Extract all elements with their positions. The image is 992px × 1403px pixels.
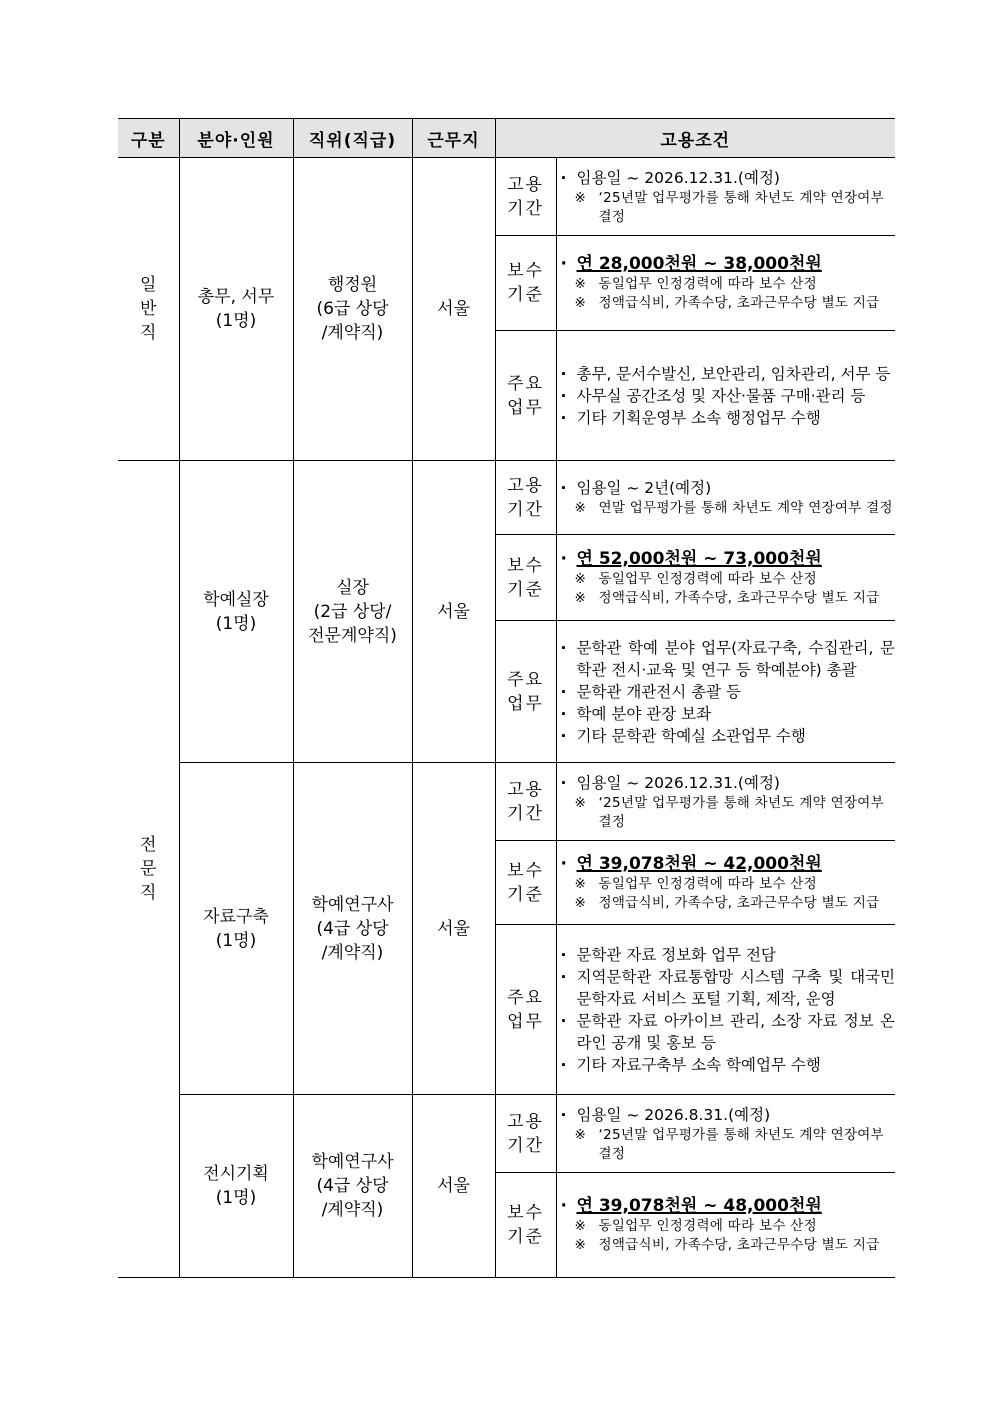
- field-name: 자료구축: [203, 906, 269, 927]
- header-field: 분야·인원: [179, 119, 293, 158]
- period-note: ※ ‘25년말 업무평가를 통해 차년도 계약 연장여부 결정: [557, 1126, 896, 1164]
- duty-item: · 기타 문학관 학예실 소관업무 수행: [557, 725, 896, 747]
- position-title: 행정원: [327, 275, 378, 295]
- field-name: 학예실장: [203, 589, 269, 610]
- duty-item: · 지역문학관 자료통합망 시스템 구축 및 대국민 문학자료 서비스 포털 기획, 제작, 운영: [557, 966, 896, 1010]
- label-period: 고용기간: [495, 461, 556, 535]
- position-title: 실장: [336, 577, 369, 598]
- table-row: [118, 1095, 895, 1173]
- position-grade: (2급 상당/: [313, 601, 392, 622]
- location-cell: 서울: [412, 763, 495, 1095]
- label-period: 고용기간: [495, 763, 556, 841]
- duty-item: · 사무실 공간조성 및 자산·물품 구매·관리 등: [557, 385, 896, 407]
- table-row: [118, 763, 895, 841]
- pay-cell: [556, 1173, 895, 1278]
- position-cell: [293, 461, 412, 763]
- period-text: · 임용일 ~ 2026.12.31.(예정): [557, 167, 896, 189]
- duty-item: · 문학관 학예 분야 업무(자료구축, 수집관리, 문학관 전시·교육 및 연구 등 학예분야) 총괄: [557, 637, 896, 681]
- field-cell: [179, 158, 293, 461]
- pay-cell: [556, 841, 895, 925]
- label-duty: 주요업무: [495, 331, 556, 461]
- location-cell: 서울: [412, 1095, 495, 1278]
- category-general: 일반직: [118, 158, 179, 461]
- duty-item: · 총무, 문서수발신, 보안관리, 임차관리, 서무 등: [557, 363, 896, 385]
- location-cell: 서울: [412, 461, 495, 763]
- table-row: [118, 158, 895, 236]
- period-cell: [556, 158, 895, 236]
- label-pay: 보수기준: [495, 841, 556, 925]
- duty-item: · 문학관 자료 정보화 업무 전담: [557, 944, 896, 966]
- pay-cell: [556, 236, 895, 331]
- label-duty: 주요업무: [495, 621, 556, 763]
- pay-note: ※ 정액급식비, 가족수당, 초과근무수당 별도 지급: [557, 1236, 896, 1255]
- label-pay: 보수기준: [495, 236, 556, 331]
- duty-item: · 기타 자료구축부 소속 학예업무 수행: [557, 1054, 896, 1076]
- header-category: 구분: [118, 119, 179, 158]
- duty-item: · 문학관 자료 아카이브 관리, 소장 자료 정보 온라인 공개 및 홍보 등: [557, 1010, 896, 1054]
- pay-note: ※ 정액급식비, 가족수당, 초과근무수당 별도 지급: [557, 894, 896, 913]
- position-title: 학예연구사: [311, 894, 394, 915]
- position-type: 전문계약직): [308, 625, 397, 646]
- position-cell: [293, 763, 412, 1095]
- field-cell: [179, 461, 293, 763]
- position-type: /계약직): [321, 323, 384, 343]
- pay-note: ※ 동일업무 인정경력에 따라 보수 산정: [557, 1217, 896, 1236]
- pay-range: · 연 52,000천원 ~ 73,000천원: [557, 548, 896, 570]
- pay-note: ※ 정액급식비, 가족수당, 초과근무수당 별도 지급: [557, 589, 896, 608]
- position-cell: [293, 1095, 412, 1278]
- duty-cell: [556, 925, 895, 1095]
- position-title: 학예연구사: [311, 1152, 394, 1172]
- label-period: 고용기간: [495, 1095, 556, 1173]
- duty-cell: [556, 621, 895, 763]
- header-conditions: 고용조건: [495, 119, 895, 158]
- location-cell: 서울: [412, 158, 495, 461]
- headcount: (1명): [215, 1188, 257, 1208]
- duty-item: · 문학관 개관전시 총괄 등: [557, 681, 896, 703]
- pay-range: · 연 28,000천원 ~ 38,000천원: [557, 253, 896, 275]
- position-grade: (4급 상당: [316, 918, 389, 939]
- position-type: /계약직): [321, 942, 384, 963]
- header-position: 직위(직급): [293, 119, 412, 158]
- headcount: (1명): [215, 311, 257, 331]
- position-cell: [293, 158, 412, 461]
- label-duty: 주요업무: [495, 925, 556, 1095]
- header-location: 근무지: [412, 119, 495, 158]
- field-name: 총무, 서무: [197, 287, 275, 307]
- label-pay: 보수기준: [495, 535, 556, 621]
- employment-conditions-table: [118, 118, 895, 1278]
- period-cell: [556, 1095, 895, 1173]
- period-text: · 임용일 ~ 2026.8.31.(예정): [557, 1104, 896, 1126]
- duty-item: · 학예 분야 관장 보좌: [557, 703, 896, 725]
- duty-cell: [556, 331, 895, 461]
- period-note: ※ ‘25년말 업무평가를 통해 차년도 계약 연장여부 결정: [557, 189, 896, 227]
- field-cell: [179, 1095, 293, 1278]
- pay-range: · 연 39,078천원 ~ 42,000천원: [557, 853, 896, 875]
- period-text: · 임용일 ~ 2년(예정): [557, 477, 896, 499]
- position-grade: (4급 상당: [316, 1176, 389, 1196]
- field-name: 전시기획: [203, 1164, 269, 1184]
- pay-note: ※ 정액급식비, 가족수당, 초과근무수당 별도 지급: [557, 294, 896, 313]
- pay-note: ※ 동일업무 인정경력에 따라 보수 산정: [557, 275, 896, 294]
- header-row: [118, 119, 895, 158]
- period-note: ※ 연말 업무평가를 통해 차년도 계약 연장여부 결정: [557, 499, 896, 518]
- position-type: /계약직): [321, 1200, 384, 1220]
- period-cell: [556, 461, 895, 535]
- pay-note: ※ 동일업무 인정경력에 따라 보수 산정: [557, 570, 896, 589]
- headcount: (1명): [215, 613, 257, 634]
- position-grade: (6급 상당: [316, 299, 389, 319]
- period-text: · 임용일 ~ 2026.12.31.(예정): [557, 772, 896, 794]
- period-note: ※ ‘25년말 업무평가를 통해 차년도 계약 연장여부 결정: [557, 794, 896, 832]
- pay-range: · 연 39,078천원 ~ 48,000천원: [557, 1195, 896, 1217]
- period-cell: [556, 763, 895, 841]
- table-row: [118, 461, 895, 535]
- field-cell: [179, 763, 293, 1095]
- headcount: (1명): [215, 930, 257, 951]
- label-pay: 보수기준: [495, 1173, 556, 1278]
- pay-cell: [556, 535, 895, 621]
- duty-item: · 기타 기획운영부 소속 행정업무 수행: [557, 407, 896, 429]
- category-specialist: 전문직: [118, 461, 179, 1278]
- pay-note: ※ 동일업무 인정경력에 따라 보수 산정: [557, 875, 896, 894]
- label-period: 고용기간: [495, 158, 556, 236]
